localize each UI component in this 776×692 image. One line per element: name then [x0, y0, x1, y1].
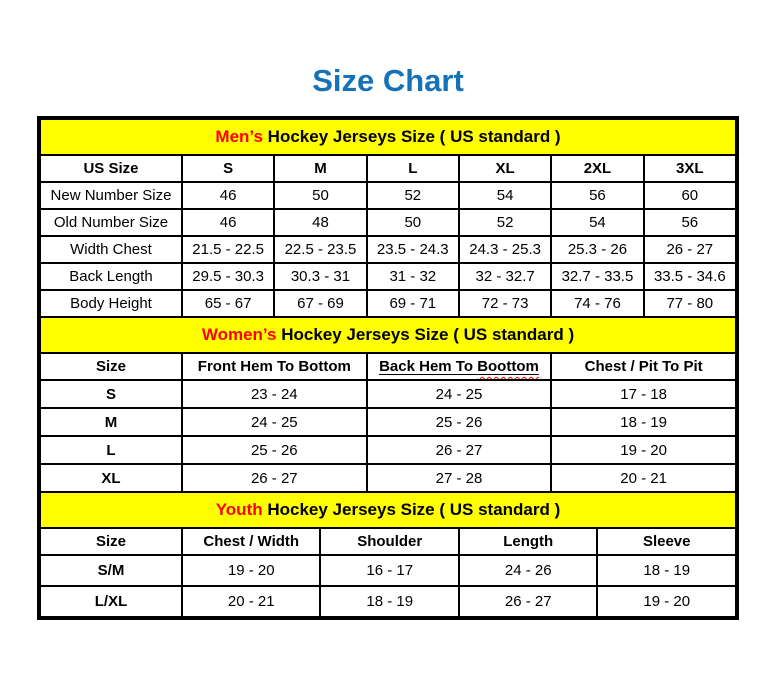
column-header: Sleeve [597, 528, 736, 555]
table-cell: 19 - 20 [182, 555, 321, 586]
table-cell: 24 - 25 [367, 380, 552, 408]
mens-section-header-row [40, 119, 736, 155]
table-row [40, 408, 736, 436]
table-cell: 60 [644, 182, 736, 209]
column-header [367, 353, 552, 380]
table-cell: 20 - 21 [182, 586, 321, 617]
table-cell: 23.5 - 24.3 [367, 236, 459, 263]
table-cell: 26 - 27 [644, 236, 736, 263]
column-header: US Size [40, 155, 182, 182]
column-header: Chest / Pit To Pit [551, 353, 736, 380]
womens-section-header [40, 317, 736, 353]
youth-size-table [39, 491, 737, 618]
womens-size-table [39, 316, 737, 493]
column-header: Front Hem To Bottom [182, 353, 367, 380]
table-cell: 33.5 - 34.6 [644, 263, 736, 290]
column-header: Chest / Width [182, 528, 321, 555]
table-cell: 19 - 20 [597, 586, 736, 617]
underlined-text: Back Hem To Boottom [379, 358, 539, 376]
table-cell: 17 - 18 [551, 380, 736, 408]
table-row [40, 290, 736, 317]
table-cell: 29.5 - 30.3 [182, 263, 274, 290]
table-cell: 32.7 - 33.5 [551, 263, 643, 290]
row-label: L/XL [40, 586, 182, 617]
table-row [40, 436, 736, 464]
table-cell: 67 - 69 [274, 290, 366, 317]
row-label: Old Number Size [40, 209, 182, 236]
table-cell: 52 [367, 182, 459, 209]
table-cell: 18 - 19 [320, 586, 459, 617]
section-label-highlight: Men’s [215, 127, 263, 147]
table-cell: 31 - 32 [367, 263, 459, 290]
row-label: XL [40, 464, 182, 492]
table-cell: 46 [182, 182, 274, 209]
column-header: Size [40, 353, 182, 380]
table-cell: 26 - 27 [367, 436, 552, 464]
row-label: Back Length [40, 263, 182, 290]
table-row [40, 182, 736, 209]
table-row [40, 263, 736, 290]
table-cell: 21.5 - 22.5 [182, 236, 274, 263]
column-header: M [274, 155, 366, 182]
table-row [40, 380, 736, 408]
youth-section-header-row [40, 492, 736, 528]
youth-section-header [40, 492, 736, 528]
table-cell: 25.3 - 26 [551, 236, 643, 263]
table-cell: 56 [644, 209, 736, 236]
column-header: 3XL [644, 155, 736, 182]
womens-section-header-row [40, 317, 736, 353]
column-header: 2XL [551, 155, 643, 182]
table-cell: 74 - 76 [551, 290, 643, 317]
table-row [40, 209, 736, 236]
table-cell: 24.3 - 25.3 [459, 236, 551, 263]
table-cell: 18 - 19 [551, 408, 736, 436]
table-cell: 20 - 21 [551, 464, 736, 492]
table-cell: 25 - 26 [182, 436, 367, 464]
table-cell: 50 [274, 182, 366, 209]
row-label: S/M [40, 555, 182, 586]
row-label: Width Chest [40, 236, 182, 263]
table-cell: 18 - 19 [597, 555, 736, 586]
table-cell: 72 - 73 [459, 290, 551, 317]
column-header: S [182, 155, 274, 182]
table-row [40, 586, 736, 617]
table-cell: 54 [551, 209, 643, 236]
row-label: S [40, 380, 182, 408]
womens-column-header-row [40, 353, 736, 380]
section-label-highlight: Women’s [201, 325, 277, 345]
table-row [40, 236, 736, 263]
table-row [40, 464, 736, 492]
table-cell: 24 - 25 [182, 408, 367, 436]
mens-table-body [40, 182, 736, 317]
table-cell: 26 - 27 [182, 464, 367, 492]
table-cell: 30.3 - 31 [274, 263, 366, 290]
column-header: Length [459, 528, 598, 555]
table-cell: 16 - 17 [320, 555, 459, 586]
column-header: Shoulder [320, 528, 459, 555]
misspelled-word: Boottom [477, 358, 539, 376]
table-cell: 19 - 20 [551, 436, 736, 464]
section-label-text: Hockey Jerseys Size ( US standard ) [262, 500, 561, 520]
table-cell: 69 - 71 [367, 290, 459, 317]
table-cell: 65 - 67 [182, 290, 274, 317]
table-cell: 54 [459, 182, 551, 209]
size-chart-tables [37, 116, 739, 620]
table-cell: 23 - 24 [182, 380, 367, 408]
row-label: New Number Size [40, 182, 182, 209]
row-label: Body Height [40, 290, 182, 317]
table-cell: 50 [367, 209, 459, 236]
table-cell: 25 - 26 [367, 408, 552, 436]
column-header: XL [459, 155, 551, 182]
section-label-text: Hockey Jerseys Size ( US standard ) [262, 127, 561, 147]
table-cell: 24 - 26 [459, 555, 598, 586]
table-cell: 22.5 - 23.5 [274, 236, 366, 263]
table-cell: 48 [274, 209, 366, 236]
page-title: Size Chart [312, 63, 464, 98]
mens-size-table [39, 118, 737, 318]
table-cell: 32 - 32.7 [459, 263, 551, 290]
womens-table-body [40, 380, 736, 492]
section-label-highlight: Youth [215, 500, 263, 520]
youth-column-header-row [40, 528, 736, 555]
table-row [40, 555, 736, 586]
table-cell: 52 [459, 209, 551, 236]
column-header: L [367, 155, 459, 182]
mens-section-header [40, 119, 736, 155]
row-label: M [40, 408, 182, 436]
section-label-text: Hockey Jerseys Size ( US standard ) [276, 325, 575, 345]
youth-table-body [40, 555, 736, 617]
table-cell: 26 - 27 [459, 586, 598, 617]
mens-column-header-row [40, 155, 736, 182]
table-cell: 56 [551, 182, 643, 209]
column-header: Size [40, 528, 182, 555]
row-label: L [40, 436, 182, 464]
table-cell: 27 - 28 [367, 464, 552, 492]
table-cell: 77 - 80 [644, 290, 736, 317]
table-cell: 46 [182, 209, 274, 236]
